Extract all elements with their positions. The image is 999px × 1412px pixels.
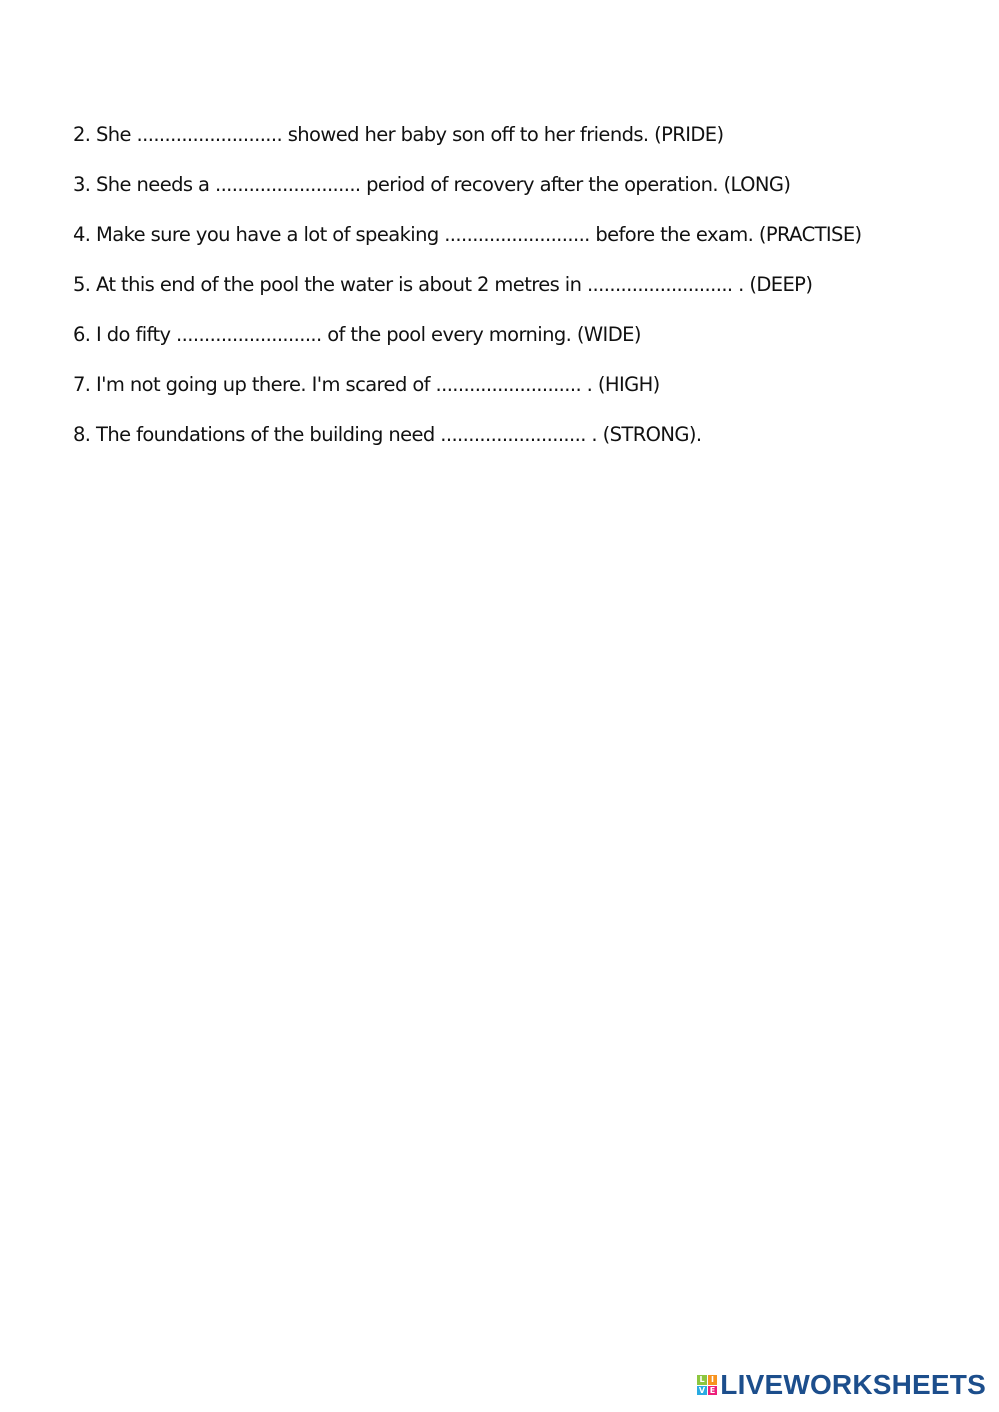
exercise-item-7: 7. I'm not going up there. I'm scared of .......................... . (HIGH) — [73, 373, 660, 396]
exercise-item-3: 3. She needs a .......................... period of recovery after the operation. (LONG) — [73, 173, 791, 196]
logo-letter-i: I — [708, 1375, 718, 1385]
worksheet-body — [73, 122, 973, 472]
logo-letter-v: V — [698, 1385, 706, 1395]
exercise-item-5: 5. At this end of the pool the water is about 2 metres in .......................... . (DEEP) — [73, 273, 813, 296]
exercise-item-6: 6. I do fifty .......................... of the pool every morning. (WIDE) — [73, 323, 641, 346]
liveworksheets-logo — [697, 1370, 986, 1400]
exercise-item-4: 4. Make sure you have a lot of speaking .......................... before the exam. (PRACTISE) — [73, 223, 862, 246]
logo-mark-icon — [697, 1375, 717, 1395]
logo-letter-l: L — [697, 1375, 707, 1385]
brand-name: LIVEWORKSHEETS — [720, 1369, 986, 1400]
exercise-item-2: 2. She .......................... showed her baby son off to her friends. (PRIDE) — [73, 123, 724, 146]
exercise-item-8: 8. The foundations of the building need .......................... . (STRONG). — [73, 423, 702, 446]
logo-letter-e: E — [708, 1386, 718, 1396]
